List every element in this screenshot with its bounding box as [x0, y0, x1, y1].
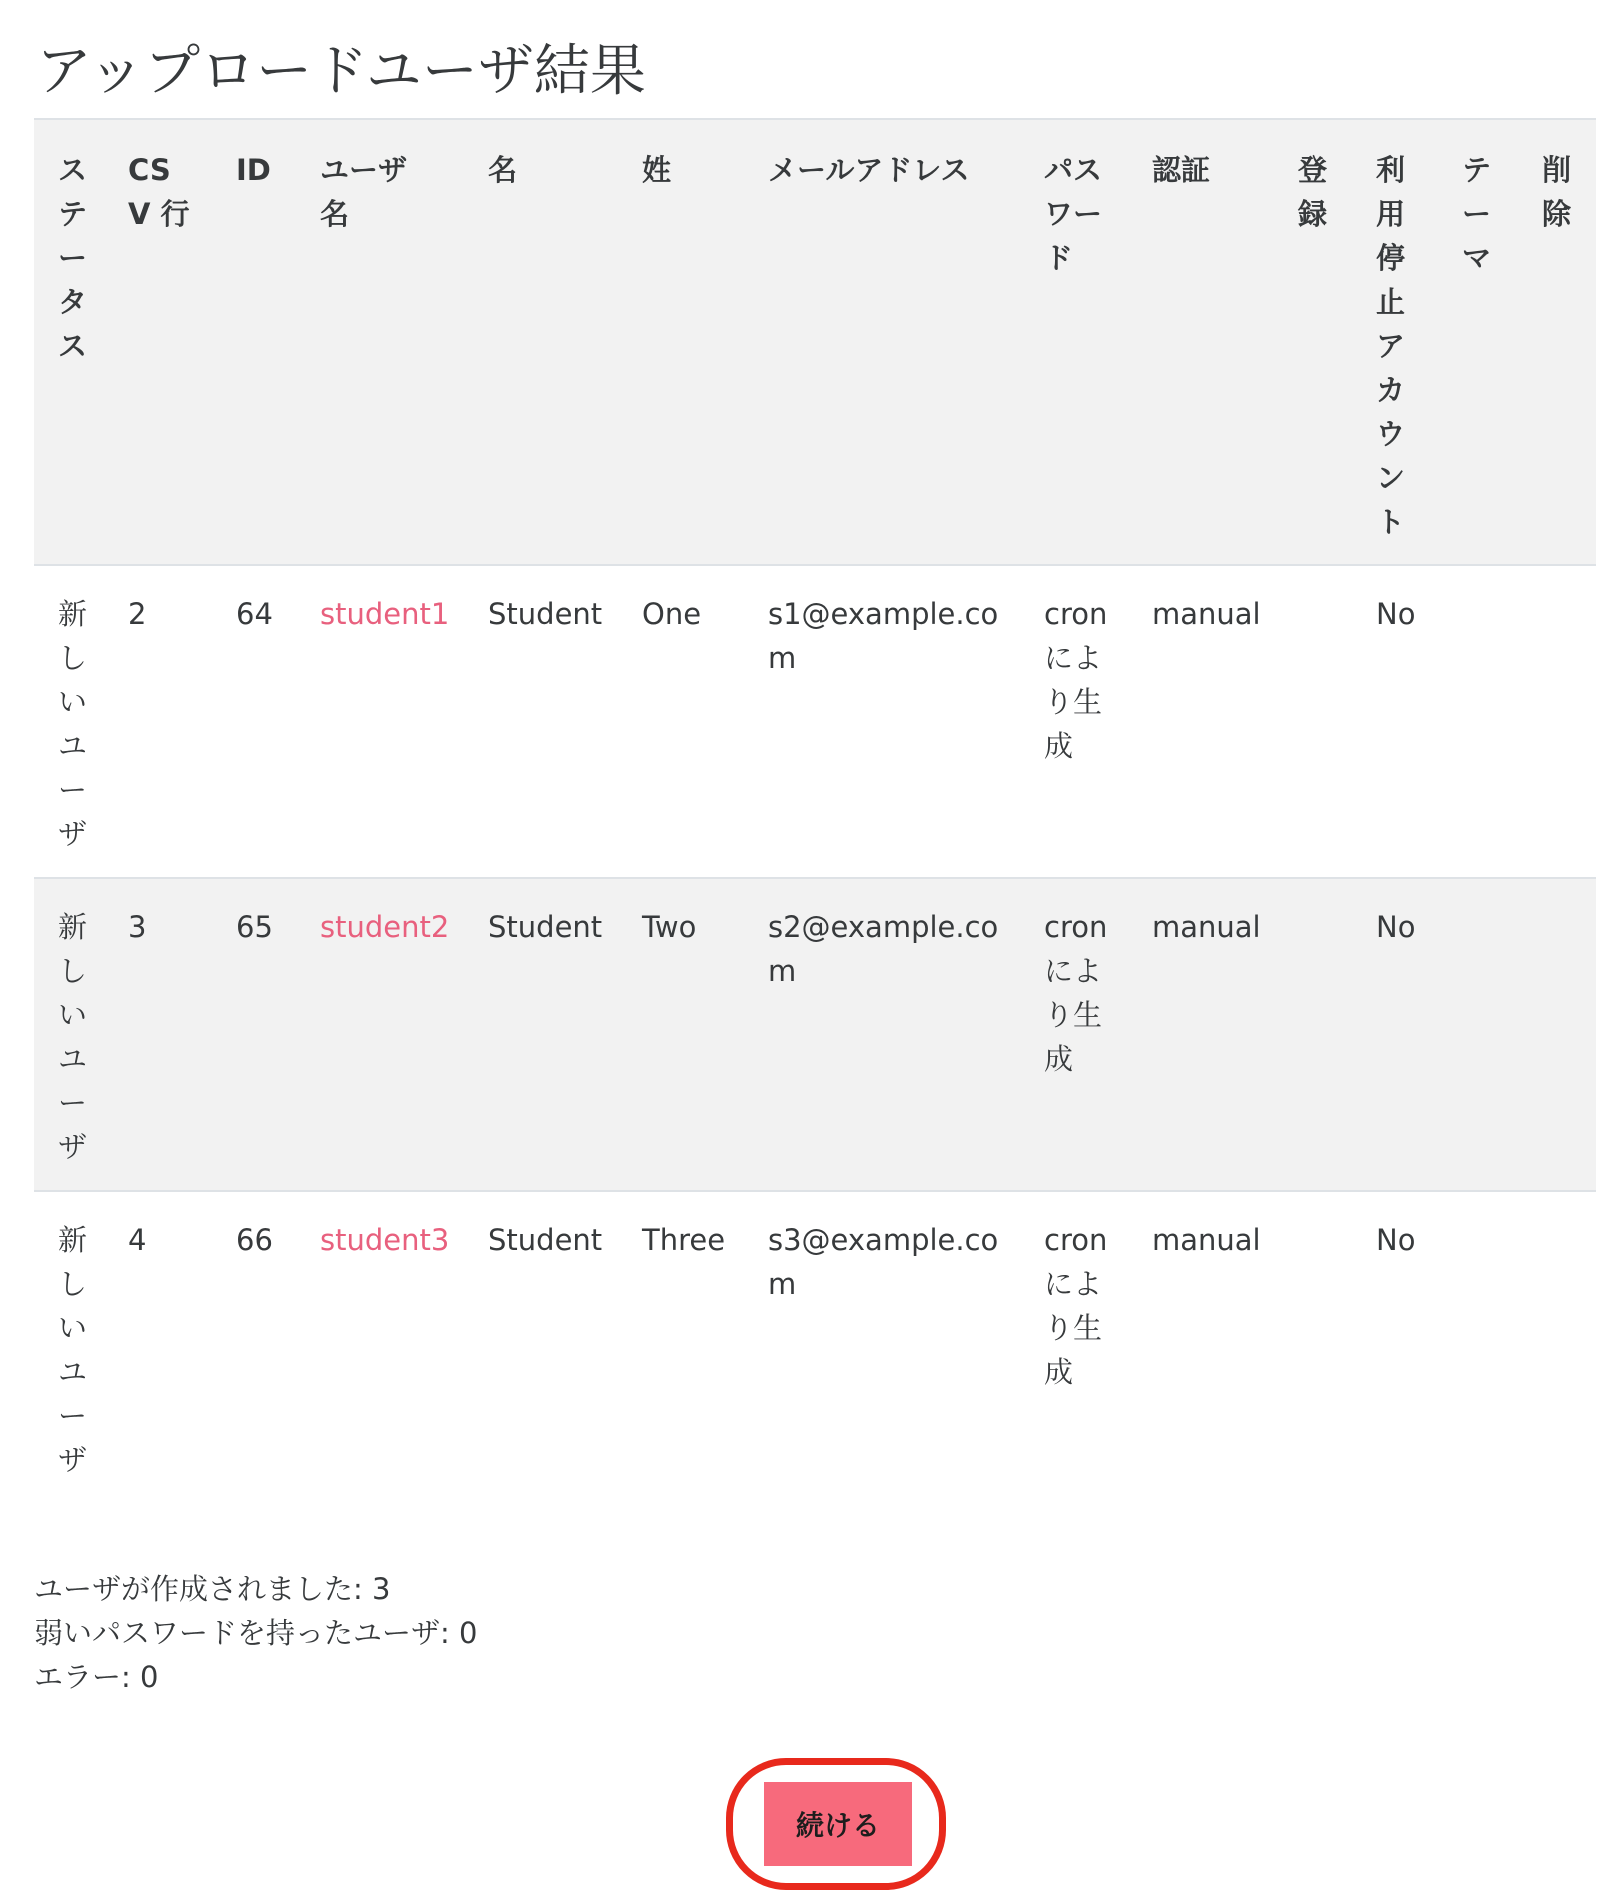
lastname-cell: One [642, 597, 702, 631]
username-link[interactable]: student1 [320, 597, 450, 631]
enrol-cell [1274, 878, 1352, 1191]
theme-cell [1438, 1191, 1518, 1504]
header-firstname: 名 [488, 153, 518, 187]
email-cell: s3@example.com [768, 1223, 999, 1301]
id-cell: 64 [236, 597, 273, 631]
username-cell [296, 1191, 464, 1504]
email-cell: s2@example.com [768, 910, 999, 988]
table-row [34, 878, 1596, 1191]
username-link[interactable]: student2 [320, 910, 450, 944]
header-csv-line: CSV 行 [128, 153, 190, 231]
firstname-cell: Student [488, 597, 603, 631]
enrol-cell [1274, 565, 1352, 878]
header-id: ID [236, 153, 271, 187]
username-cell [296, 565, 464, 878]
header-suspended: 利用停止アカウント [1376, 153, 1406, 539]
password-cell: cronにより生成 [1044, 910, 1108, 1076]
id-cell: 65 [236, 910, 273, 944]
password-cell: cronにより生成 [1044, 1223, 1108, 1389]
username-cell [296, 878, 464, 1191]
delete-cell [1518, 565, 1596, 878]
header-email: メールアドレス [768, 153, 970, 187]
firstname-cell: Student [488, 910, 603, 944]
lastname-cell: Three [642, 1223, 726, 1257]
username-link[interactable]: student3 [320, 1223, 450, 1257]
header-username: ユーザ名 [320, 153, 408, 231]
delete-cell [1518, 1191, 1596, 1504]
firstname-cell: Student [488, 1223, 603, 1257]
header-lastname: 姓 [642, 153, 672, 187]
auth-cell: manual [1152, 1223, 1261, 1257]
suspended-cell: No [1376, 597, 1416, 631]
errors-text: エラー: 0 [34, 1660, 159, 1694]
upload-summary [34, 1567, 477, 1699]
status-cell: 新しいユーザ [58, 597, 88, 851]
auth-cell: manual [1152, 597, 1261, 631]
suspended-cell: No [1376, 910, 1416, 944]
password-cell: cronにより生成 [1044, 597, 1108, 763]
lastname-cell: Two [642, 910, 697, 944]
csv-line-cell: 2 [128, 597, 147, 631]
users-created-text: ユーザが作成されました: 3 [34, 1572, 391, 1606]
header-status: ステータス [58, 153, 88, 363]
status-cell: 新しいユーザ [58, 910, 88, 1164]
header-auth: 認証 [1152, 153, 1211, 187]
continue-button[interactable]: 続ける [764, 1782, 912, 1866]
enrol-cell [1274, 1191, 1352, 1504]
theme-cell [1438, 565, 1518, 878]
continue-button-wrapper [726, 1758, 944, 1888]
delete-cell [1518, 878, 1596, 1191]
weak-passwords-text: 弱いパスワードを持ったユーザ: 0 [34, 1616, 478, 1650]
table-row [34, 565, 1596, 878]
header-password: パスワード [1044, 153, 1103, 275]
header-theme: テーマ [1462, 153, 1492, 275]
table-row [34, 1191, 1596, 1504]
header-enrol: 登録 [1298, 153, 1328, 231]
page-title: アップロードユーザ結果 [36, 39, 646, 104]
id-cell: 66 [236, 1223, 273, 1257]
suspended-cell: No [1376, 1223, 1416, 1257]
csv-line-cell: 4 [128, 1223, 147, 1257]
header-delete: 削除 [1542, 153, 1572, 231]
auth-cell: manual [1152, 910, 1261, 944]
upload-results-table [34, 118, 1596, 1504]
status-cell: 新しいユーザ [58, 1223, 88, 1477]
table-header-row [34, 119, 1596, 565]
email-cell: s1@example.com [768, 597, 999, 675]
csv-line-cell: 3 [128, 910, 147, 944]
theme-cell [1438, 878, 1518, 1191]
